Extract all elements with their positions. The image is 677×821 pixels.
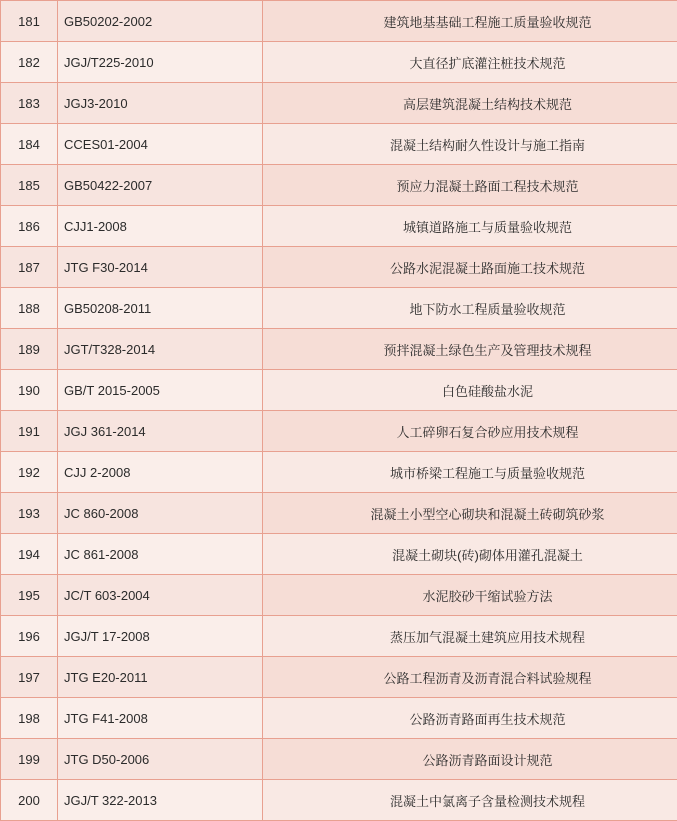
row-index-cell: 191 xyxy=(1,411,58,452)
standard-title-cell: 大直径扩底灌注桩技术规范 xyxy=(263,42,677,83)
row-index-cell: 190 xyxy=(1,370,58,411)
row-index-cell: 193 xyxy=(1,493,58,534)
standard-title-cell: 白色硅酸盐水泥 xyxy=(263,370,677,411)
standard-title-cell: 公路工程沥青及沥青混合料试验规程 xyxy=(263,657,677,698)
table-row xyxy=(1,452,677,493)
standard-title-cell: 公路沥青路面再生技术规范 xyxy=(263,698,677,739)
standard-title-cell: 水泥胶砂干缩试验方法 xyxy=(263,575,677,616)
standard-code-cell: CJJ1-2008 xyxy=(58,206,263,247)
standard-code-cell: JGT/T328-2014 xyxy=(58,329,263,370)
table-row xyxy=(1,534,677,575)
row-index-cell: 197 xyxy=(1,657,58,698)
standard-title-cell: 人工碎卵石复合砂应用技术规程 xyxy=(263,411,677,452)
row-index-cell: 183 xyxy=(1,83,58,124)
table-row xyxy=(1,329,677,370)
row-index-cell: 188 xyxy=(1,288,58,329)
standard-title-cell: 公路水泥混凝土路面施工技术规范 xyxy=(263,247,677,288)
standard-code-cell: JGJ3-2010 xyxy=(58,83,263,124)
standard-code-cell: JGJ 361-2014 xyxy=(58,411,263,452)
standard-title-cell: 蒸压加气混凝土建筑应用技术规程 xyxy=(263,616,677,657)
standard-code-cell: JGJ/T 322-2013 xyxy=(58,780,263,821)
standard-code-cell: JC/T 603-2004 xyxy=(58,575,263,616)
row-index-cell: 192 xyxy=(1,452,58,493)
standard-code-cell: CCES01-2004 xyxy=(58,124,263,165)
row-index-cell: 185 xyxy=(1,165,58,206)
table-row xyxy=(1,657,677,698)
table-row xyxy=(1,288,677,329)
standard-code-cell: JTG E20-2011 xyxy=(58,657,263,698)
standard-title-cell: 预应力混凝土路面工程技术规范 xyxy=(263,165,677,206)
table-row xyxy=(1,165,677,206)
row-index-cell: 198 xyxy=(1,698,58,739)
standard-code-cell: GB50208-2011 xyxy=(58,288,263,329)
standard-title-cell: 混凝土结构耐久性设计与施工指南 xyxy=(263,124,677,165)
table-row xyxy=(1,124,677,165)
standard-code-cell: GB50422-2007 xyxy=(58,165,263,206)
row-index-cell: 181 xyxy=(1,1,58,42)
table-row xyxy=(1,83,677,124)
standard-code-cell: JTG F41-2008 xyxy=(58,698,263,739)
row-index-cell: 199 xyxy=(1,739,58,780)
table-row xyxy=(1,42,677,83)
standard-title-cell: 高层建筑混凝土结构技术规范 xyxy=(263,83,677,124)
row-index-cell: 196 xyxy=(1,616,58,657)
standard-title-cell: 混凝土中氯离子含量检测技术规程 xyxy=(263,780,677,821)
standard-title-cell: 地下防水工程质量验收规范 xyxy=(263,288,677,329)
table-row xyxy=(1,698,677,739)
row-index-cell: 186 xyxy=(1,206,58,247)
standard-title-cell: 公路沥青路面设计规范 xyxy=(263,739,677,780)
standard-title-cell: 城市桥梁工程施工与质量验收规范 xyxy=(263,452,677,493)
row-index-cell: 200 xyxy=(1,780,58,821)
row-index-cell: 194 xyxy=(1,534,58,575)
standard-code-cell: CJJ 2-2008 xyxy=(58,452,263,493)
standard-code-cell: JGJ/T225-2010 xyxy=(58,42,263,83)
standard-code-cell: JTG D50-2006 xyxy=(58,739,263,780)
standard-code-cell: GB50202-2002 xyxy=(58,1,263,42)
standard-title-cell: 建筑地基基础工程施工质量验收规范 xyxy=(263,1,677,42)
table-row xyxy=(1,206,677,247)
table-row xyxy=(1,780,677,821)
standard-title-cell: 混凝土小型空心砌块和混凝土砖砌筑砂浆 xyxy=(263,493,677,534)
table-row xyxy=(1,616,677,657)
standard-title-cell: 城镇道路施工与质量验收规范 xyxy=(263,206,677,247)
table-row xyxy=(1,411,677,452)
standards-table-body xyxy=(1,1,677,821)
table-row xyxy=(1,575,677,616)
row-index-cell: 187 xyxy=(1,247,58,288)
standard-code-cell: JC 860-2008 xyxy=(58,493,263,534)
table-row xyxy=(1,1,677,42)
row-index-cell: 189 xyxy=(1,329,58,370)
row-index-cell: 195 xyxy=(1,575,58,616)
standard-code-cell: JGJ/T 17-2008 xyxy=(58,616,263,657)
table-row xyxy=(1,739,677,780)
standard-title-cell: 预拌混凝土绿色生产及管理技术规程 xyxy=(263,329,677,370)
table-row xyxy=(1,493,677,534)
standard-code-cell: JTG F30-2014 xyxy=(58,247,263,288)
row-index-cell: 184 xyxy=(1,124,58,165)
standard-code-cell: JC 861-2008 xyxy=(58,534,263,575)
row-index-cell: 182 xyxy=(1,42,58,83)
table-row xyxy=(1,370,677,411)
standard-code-cell: GB/T 2015-2005 xyxy=(58,370,263,411)
table-row xyxy=(1,247,677,288)
standard-title-cell: 混凝土砌块(砖)砌体用灌孔混凝土 xyxy=(263,534,677,575)
